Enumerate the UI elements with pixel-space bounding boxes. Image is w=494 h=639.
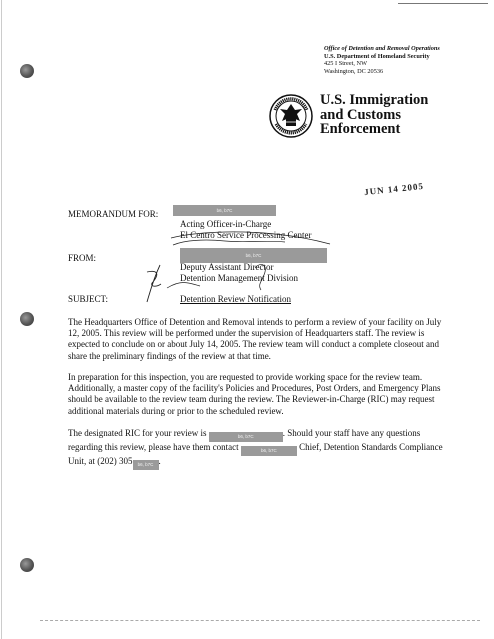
redaction-block: b6, b7C	[133, 460, 159, 470]
body-paragraph-3	[68, 428, 444, 470]
redaction-block: b6, b7C	[173, 205, 276, 216]
agency-line-1: U.S. Immigration	[320, 92, 429, 108]
agency-line-2: and Customs	[320, 106, 401, 123]
memo-for-line-1: Acting Officer-in-Charge	[180, 219, 272, 229]
dhs-seal-icon	[269, 94, 313, 138]
body-paragraph-3-text-c: Chief, Detention Standards Compliance Unit, at (202) 305	[68, 442, 443, 466]
punch-hole-middle	[20, 312, 34, 326]
from-label: FROM:	[68, 253, 97, 263]
body-paragraph-3-text-a: The designated RIC for your review is	[68, 428, 207, 438]
body-paragraph-1: The Headquarters Office of Detention and Removal intends to perform a review of your facility on July 12, 2005. This review will be performed under the supervision of Headquarters staff. The review is expected to conclude on or about July 14, 2005. The review team will conduct a complete closeout and share the preliminary findings of the review at that time.	[68, 317, 442, 361]
letterhead-address	[324, 45, 440, 75]
body-paragraph-2: In preparation for this inspection, you are requested to provide working space for the review team. Additionally, a master copy of the facility's Policies and Procedures, Post Orders, and Emergency Plans should be available to the review team during the review. The Reviewer-in-Charge (RIC) may request additional materials during or prior to the scheduled review.	[68, 372, 441, 416]
city-address: Washington, DC 20536	[324, 67, 384, 75]
scan-bottom-line	[40, 620, 480, 621]
redaction-block: b6, b7C	[241, 446, 297, 456]
body-paragraph-3-text-d: .	[158, 456, 161, 466]
office-name: Office of Detention and Removal Operations	[324, 45, 440, 52]
agency-line-3: Enforcement	[320, 121, 401, 137]
department-name: U.S. Department of Homeland Security	[324, 52, 430, 60]
memorandum-for-label: MEMORANDUM FOR:	[68, 209, 159, 219]
redaction-block: b6, b7C	[209, 432, 283, 442]
street-address: 425 I Street, NW	[324, 60, 368, 68]
from-line-1: Deputy Assistant Director	[180, 262, 274, 272]
agency-name	[320, 93, 428, 137]
body-paragraph-3-text-b: . Should your staff have any questions regarding this review, please have them contact	[68, 428, 421, 452]
scan-top-line	[398, 3, 488, 4]
from-line-2: Detention Management Division	[180, 273, 298, 283]
subject-label: SUBJECT:	[68, 294, 109, 304]
date-stamp: JUN 14 2005	[363, 180, 425, 198]
subject-text: Detention Review Notification	[180, 294, 291, 304]
redaction-block: b6, b7C	[180, 248, 327, 263]
scan-left-edge	[1, 0, 2, 639]
punch-hole-bottom	[20, 558, 34, 572]
punch-hole-top	[20, 64, 34, 78]
memo-for-line-2: El Centro Service Processing Center	[180, 230, 312, 240]
